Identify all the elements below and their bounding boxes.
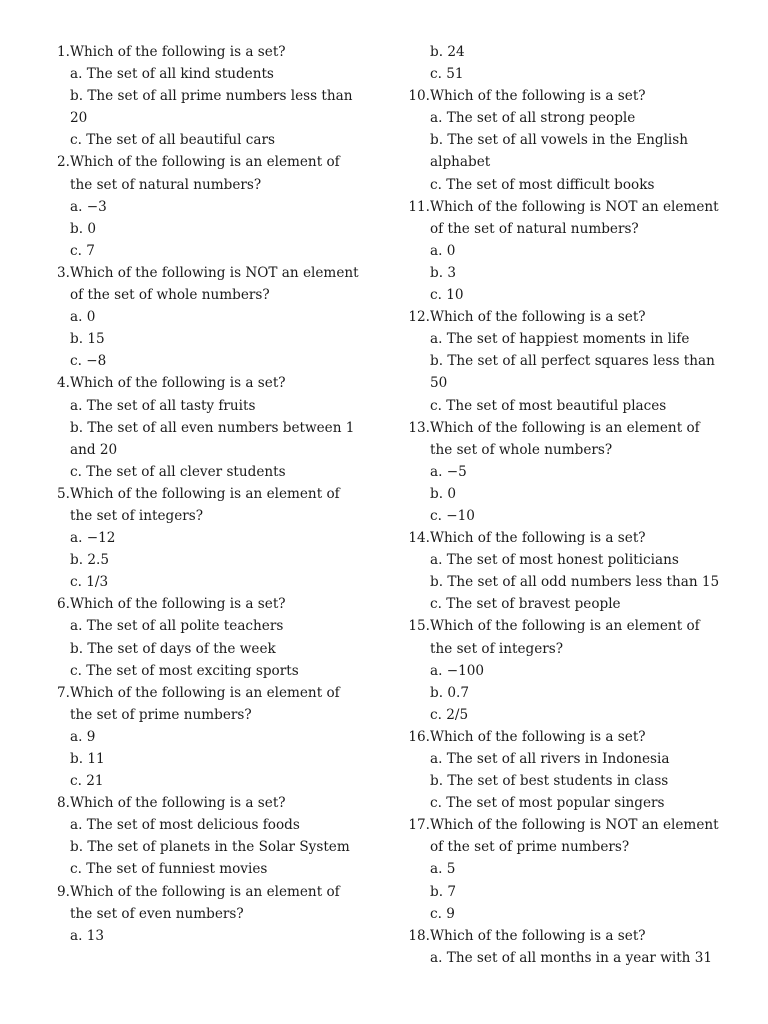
answer-option: c. 10 <box>430 287 464 304</box>
question-text: Which of the following is an element of <box>70 883 340 900</box>
question-text: Which of the following is a set? <box>430 88 646 105</box>
answer-option: a. The set of happiest moments in life <box>430 331 690 348</box>
question-item <box>404 615 734 725</box>
answer-option: a. 0 <box>70 309 96 326</box>
question-number: 2. <box>57 154 70 171</box>
answer-option: c. The set of all beautiful cars <box>70 132 275 149</box>
question-item <box>404 306 734 416</box>
answer-option: a. −100 <box>430 662 485 679</box>
answer-option: a. The set of most delicious foods <box>70 817 300 834</box>
question-number: 9. <box>57 883 70 900</box>
question-line <box>44 704 364 726</box>
question-number: 12. <box>408 309 430 326</box>
question-line <box>404 218 734 240</box>
question-item <box>404 814 734 924</box>
question-text: Which of the following is NOT an element <box>430 817 719 834</box>
question-text: Which of the following is an element of <box>70 684 340 701</box>
answer-option: a. The set of all polite teachers <box>70 618 284 635</box>
question-text: Which of the following is a set? <box>430 309 646 326</box>
question-text: Which of the following is a set? <box>70 596 286 613</box>
question-line <box>44 593 364 615</box>
question-item <box>404 925 734 969</box>
answer-option: 50 <box>430 375 448 392</box>
question-number: 13. <box>408 419 430 436</box>
question-item <box>44 41 364 151</box>
question-line <box>44 151 364 173</box>
answer-option: 20 <box>70 110 88 127</box>
question-number: 14. <box>408 530 430 547</box>
question-text: of the set of prime numbers? <box>430 839 630 856</box>
question-line <box>404 814 734 836</box>
question-item <box>404 41 734 85</box>
question-item <box>404 527 734 615</box>
question-item <box>44 372 364 482</box>
question-number: 7. <box>57 684 70 701</box>
question-line <box>44 372 364 394</box>
answer-option: c. The set of most popular singers <box>430 795 665 812</box>
answer-option: b. 0 <box>70 220 96 237</box>
answer-option: a. The set of all rivers in Indonesia <box>430 751 670 767</box>
answer-option: b. The set of all even numbers between 1 <box>70 419 355 436</box>
question-item <box>44 262 364 372</box>
answer-option: b. The set of best students in class <box>430 773 669 790</box>
question-number: 16. <box>408 728 430 745</box>
answer-option: c. −8 <box>70 353 107 370</box>
answer-option: a. 9 <box>70 728 96 745</box>
question-number: 11. <box>408 198 430 215</box>
answer-option: c. 21 <box>70 773 104 790</box>
question-line <box>404 615 734 637</box>
question-text: Which of the following is an element of <box>430 618 700 635</box>
question-line <box>44 284 364 306</box>
question-line <box>404 196 734 218</box>
answer-option: a. The set of all tasty fruits <box>70 397 256 414</box>
question-item <box>404 417 734 527</box>
question-line <box>404 85 734 107</box>
answer-option: b. 11 <box>70 751 105 767</box>
question-number: 17. <box>408 817 430 834</box>
question-item <box>44 682 364 792</box>
question-text: the set of integers? <box>430 640 564 657</box>
question-text: the set of whole numbers? <box>430 441 613 458</box>
question-text: Which of the following is NOT an element <box>430 198 719 215</box>
question-number: 4. <box>57 375 70 392</box>
question-item <box>404 196 734 306</box>
question-text: the set of integers? <box>70 507 204 524</box>
question-text: Which of the following is a set? <box>70 375 286 392</box>
answer-option: b. The set of all odd numbers less than 15 <box>430 574 720 591</box>
answer-option: a. −3 <box>70 198 107 215</box>
answer-option: b. 3 <box>430 264 456 281</box>
question-line <box>44 483 364 505</box>
answer-option: c. The set of all clever students <box>70 463 286 480</box>
answer-option: a. −12 <box>70 530 116 547</box>
question-item <box>44 792 364 880</box>
answer-option: c. The set of most difficult books <box>430 176 655 193</box>
question-item <box>44 593 364 681</box>
question-line <box>44 174 364 196</box>
question-line <box>44 792 364 814</box>
question-line <box>404 439 734 461</box>
answer-option: b. 0.7 <box>430 684 469 701</box>
question-number: 18. <box>408 927 430 944</box>
question-text: Which of the following is an element of <box>430 419 700 436</box>
question-line <box>44 262 364 284</box>
answer-option: c. 9 <box>430 905 455 922</box>
question-line <box>404 527 734 549</box>
question-line <box>404 925 734 947</box>
right-column <box>404 41 734 969</box>
question-line <box>404 417 734 439</box>
question-item <box>44 151 364 261</box>
answer-option: c. The set of most beautiful places <box>430 397 667 414</box>
answer-option: b. 15 <box>70 331 105 348</box>
answer-option: b. The set of all perfect squares less than <box>430 353 715 370</box>
question-line <box>404 836 734 858</box>
answer-option: a. The set of all kind students <box>70 66 274 83</box>
answer-option: alphabet <box>430 154 491 171</box>
answer-option: a. −5 <box>430 463 467 480</box>
question-text: Which of the following is a set? <box>70 795 286 812</box>
question-number: 5. <box>57 485 70 502</box>
question-number: 15. <box>408 618 430 635</box>
answer-option: b. The set of days of the week <box>70 640 276 657</box>
question-text: of the set of natural numbers? <box>430 220 639 237</box>
answer-option: a. The set of all months in a year with 31 <box>430 949 713 966</box>
answer-option: a. The set of most honest politicians <box>430 552 679 569</box>
answer-option: c. 7 <box>70 242 95 259</box>
answer-option: b. 7 <box>430 883 456 900</box>
question-text: the set of natural numbers? <box>70 176 262 193</box>
question-line <box>404 726 734 748</box>
left-column <box>44 41 364 947</box>
answer-option: c. The set of bravest people <box>430 596 621 613</box>
question-text: Which of the following is a set? <box>430 927 646 944</box>
answer-option: c. The set of funniest movies <box>70 861 268 878</box>
question-item <box>404 726 734 814</box>
answer-option: b. 0 <box>430 485 456 502</box>
question-text: Which of the following is a set? <box>430 530 646 547</box>
question-text: the set of prime numbers? <box>70 706 252 723</box>
question-number: 10. <box>408 88 430 105</box>
question-text: of the set of whole numbers? <box>70 287 270 304</box>
answer-option: c. 51 <box>430 66 464 83</box>
answer-option: a. 5 <box>430 861 456 878</box>
question-text: Which of the following is NOT an element <box>70 264 359 281</box>
question-number: 3. <box>57 264 70 281</box>
answer-option: c. 2/5 <box>430 706 469 723</box>
answer-option: a. 0 <box>430 242 456 259</box>
answer-option: and 20 <box>70 441 118 458</box>
answer-option: b. 24 <box>430 44 465 60</box>
answer-option: b. 2.5 <box>70 552 109 569</box>
question-line <box>404 306 734 328</box>
question-item <box>404 85 734 195</box>
answer-option: a. 13 <box>70 927 105 944</box>
question-text: Which of the following is an element of <box>70 154 340 171</box>
question-line <box>44 881 364 903</box>
answer-option: b. The set of all prime numbers less than <box>70 88 353 105</box>
question-number: 8. <box>57 795 70 812</box>
question-number: 1. <box>57 44 70 60</box>
answer-option: c. −10 <box>430 507 475 524</box>
question-item <box>44 881 364 947</box>
question-item <box>44 483 364 593</box>
answer-option: c. The set of most exciting sports <box>70 662 299 679</box>
answer-option: c. 1/3 <box>70 574 109 591</box>
question-line <box>44 682 364 704</box>
question-line <box>44 41 364 63</box>
answer-option: a. The set of all strong people <box>430 110 636 127</box>
question-number: 6. <box>57 596 70 613</box>
answer-option: b. The set of all vowels in the English <box>430 132 688 149</box>
question-text: Which of the following is an element of <box>70 485 340 502</box>
question-line <box>404 638 734 660</box>
question-text: the set of even numbers? <box>70 905 244 922</box>
answer-option: b. The set of planets in the Solar System <box>70 839 350 856</box>
question-line <box>44 505 364 527</box>
question-text: Which of the following is a set? <box>70 44 286 60</box>
question-line <box>44 903 364 925</box>
question-text: Which of the following is a set? <box>430 728 646 745</box>
